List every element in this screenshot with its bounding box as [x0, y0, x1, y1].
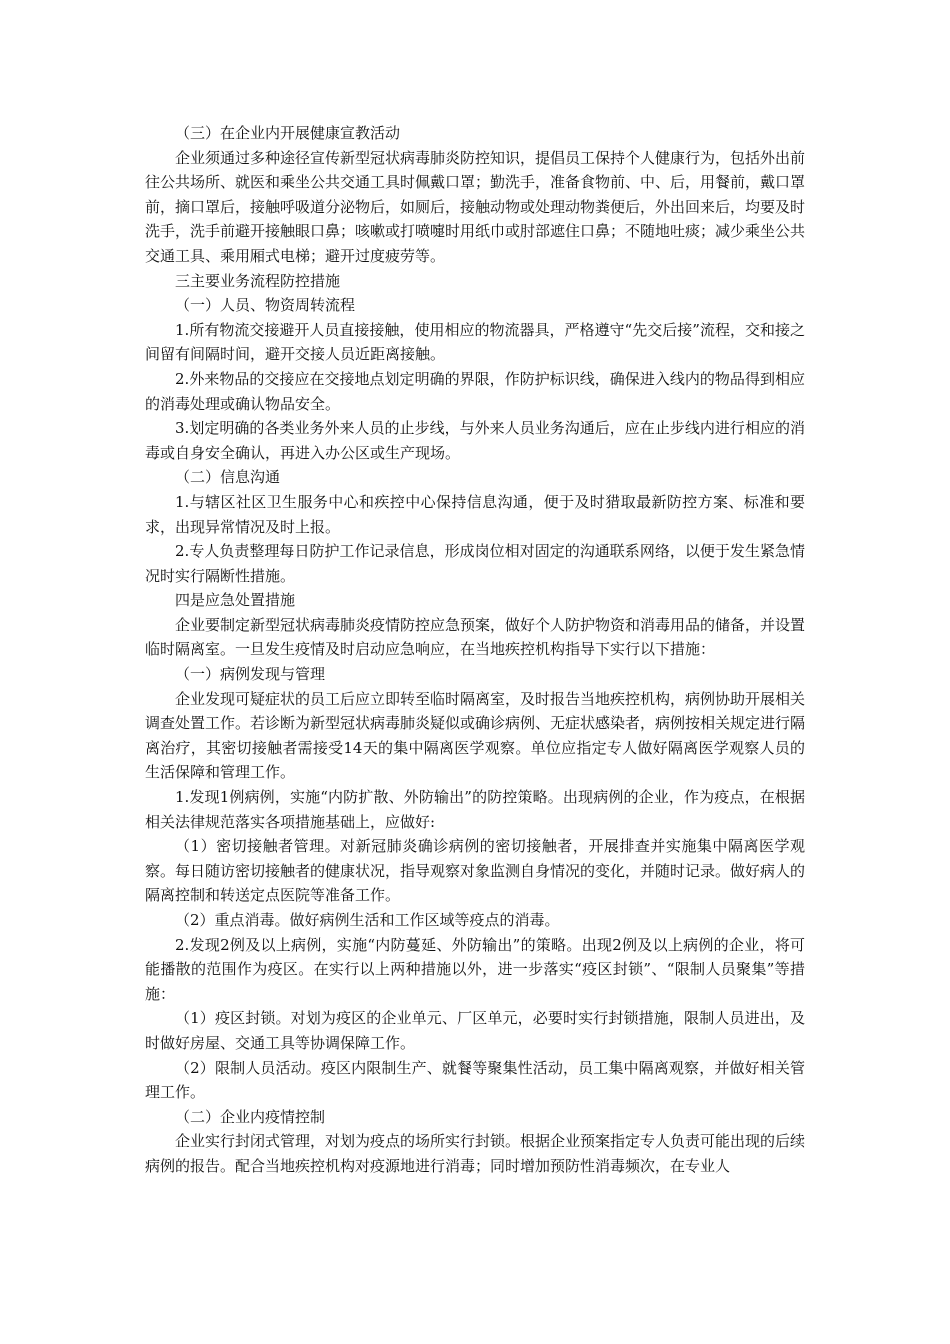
paragraph: 企业实行封闭式管理，对划为疫点的场所实行封锁。根据企业预案指定专人负责可能出现的后续病例的报告。配合当地疾控机构对疫源地进行消毒；同时增加预防性消毒频次，在专业人 — [145, 1132, 806, 1175]
paragraph: 2.发现2例及以上病例，实施“内防蔓延、外防输出”的策略。出现2例及以上病例的企业，将可能播散的范围作为疫区。在实行以上两种措施以外，进一步落实“疫区封锁”、“限制人员聚集”等措施： — [145, 935, 805, 1003]
paragraph: 3.划定明确的各类业务外来人员的止步线，与外来人员业务沟通后，应在止步线内进行相应的消毒或自身安全确认，再进入办公区或生产现场。 — [145, 419, 805, 462]
paragraph: 2.外来物品的交接应在交接地点划定明确的界限，作防护标识线，确保进入线内的物品得到相应的消毒处理或确认物品安全。 — [145, 369, 805, 413]
paragraph: （1）密切接触者管理。对新冠肺炎确诊病例的密切接触者，开展排查并实施集中隔离医学观察。每日随访密切接触者的健康状况，指导观察对象监测自身情况的变化，并随时记录。做好病人的隔离控制和转送定点医院等准备工作。 — [145, 837, 806, 905]
paragraph: 1.发现1例病例，实施“内防扩散、外防输出”的防控策略。出现病例的企业，作为疫点，在根据相关法律规范落实各项措施基础上，应做好: — [145, 788, 805, 831]
section-heading: （一）病例发现与管理 — [175, 665, 326, 684]
section-heading: 四是应急处置措施 — [175, 591, 296, 610]
paragraph: （2）重点消毒。做好病例生活和工作区域等疫点的消毒。 — [175, 911, 560, 929]
section-heading: 三主要业务流程防控措施 — [175, 271, 341, 290]
section-heading: （二）企业内疫情控制 — [175, 1107, 326, 1126]
paragraph: 企业须通过多种途径宣传新型冠状病毒肺炎防控知识，提倡员工保持个人健康行为，包括外出前往公共场所、就医和乘坐公共交通工具时佩戴口罩；勤洗手，准备食物前、中、后，用餐前，戴口罩前，摘口罩后，接触呼吸道分泌物后，如厕后，接触动物或处理动物粪便后，外出回来后，均要及时洗手，洗手前避开接触眼口鼻；咳嗽或打喷嚏时用纸巾或肘部遮住口鼻；不随地吐痰；减少乘坐公共交通工具、乘用厢式电梯；避开过度疲劳等。 — [145, 148, 806, 265]
section-heading: （三）在企业内开展健康宣教活动 — [175, 124, 401, 142]
paragraph: 2.专人负责整理每日防护工作记录信息，形成岗位相对固定的沟通联系网络，以便于发生紧急情况时实行隔断性措施。 — [145, 542, 805, 585]
paragraph: （2）限制人员活动。疫区内限制生产、就餐等聚集性活动，员工集中隔离观察，并做好相关管理工作。 — [145, 1058, 805, 1102]
paragraph: 企业发现可疑症状的员工后应立即转至临时隔离室，及时报告当地疾控机构，病例协助开展相关调查处置工作。若诊断为新型冠状病毒肺炎疑似或确诊病例、无症状感染者，病例按相关规定进行隔离治疗，其密切接触者需接受14天的集中隔离医学观察。单位应指定专人做好隔离医学观察人员的生活保障和管理工作。 — [145, 689, 806, 782]
section-heading: （一）人员、物资周转流程 — [175, 296, 356, 315]
document-body — [145, 121, 805, 1179]
paragraph: （1）疫区封锁。对划为疫区的企业单元、厂区单元，必要时实行封锁措施，限制人员进出，及时做好房屋、交通工具等协调保障工作。 — [145, 1009, 805, 1052]
paragraph: 1.与辖区社区卫生服务中心和疾控中心保持信息沟通，便于及时猎取最新防控方案、标准和要求，出现异常情况及时上报。 — [145, 492, 805, 536]
section-heading: （二）信息沟通 — [175, 468, 281, 487]
paragraph: 1.所有物流交接避开人员直接接触，使用相应的物流器具，严格遵守“先交后接”流程，交和接之间留有间隔时间，避开交接人员近距离接触。 — [145, 320, 805, 364]
paragraph: 企业要制定新型冠状病毒肺炎疫情防控应急预案，做好个人防护物资和消毒用品的储备，并设置临时隔离室。一旦发生疫情及时启动应急响应，在当地疾控机构指导下实行以下措施： — [145, 615, 806, 659]
